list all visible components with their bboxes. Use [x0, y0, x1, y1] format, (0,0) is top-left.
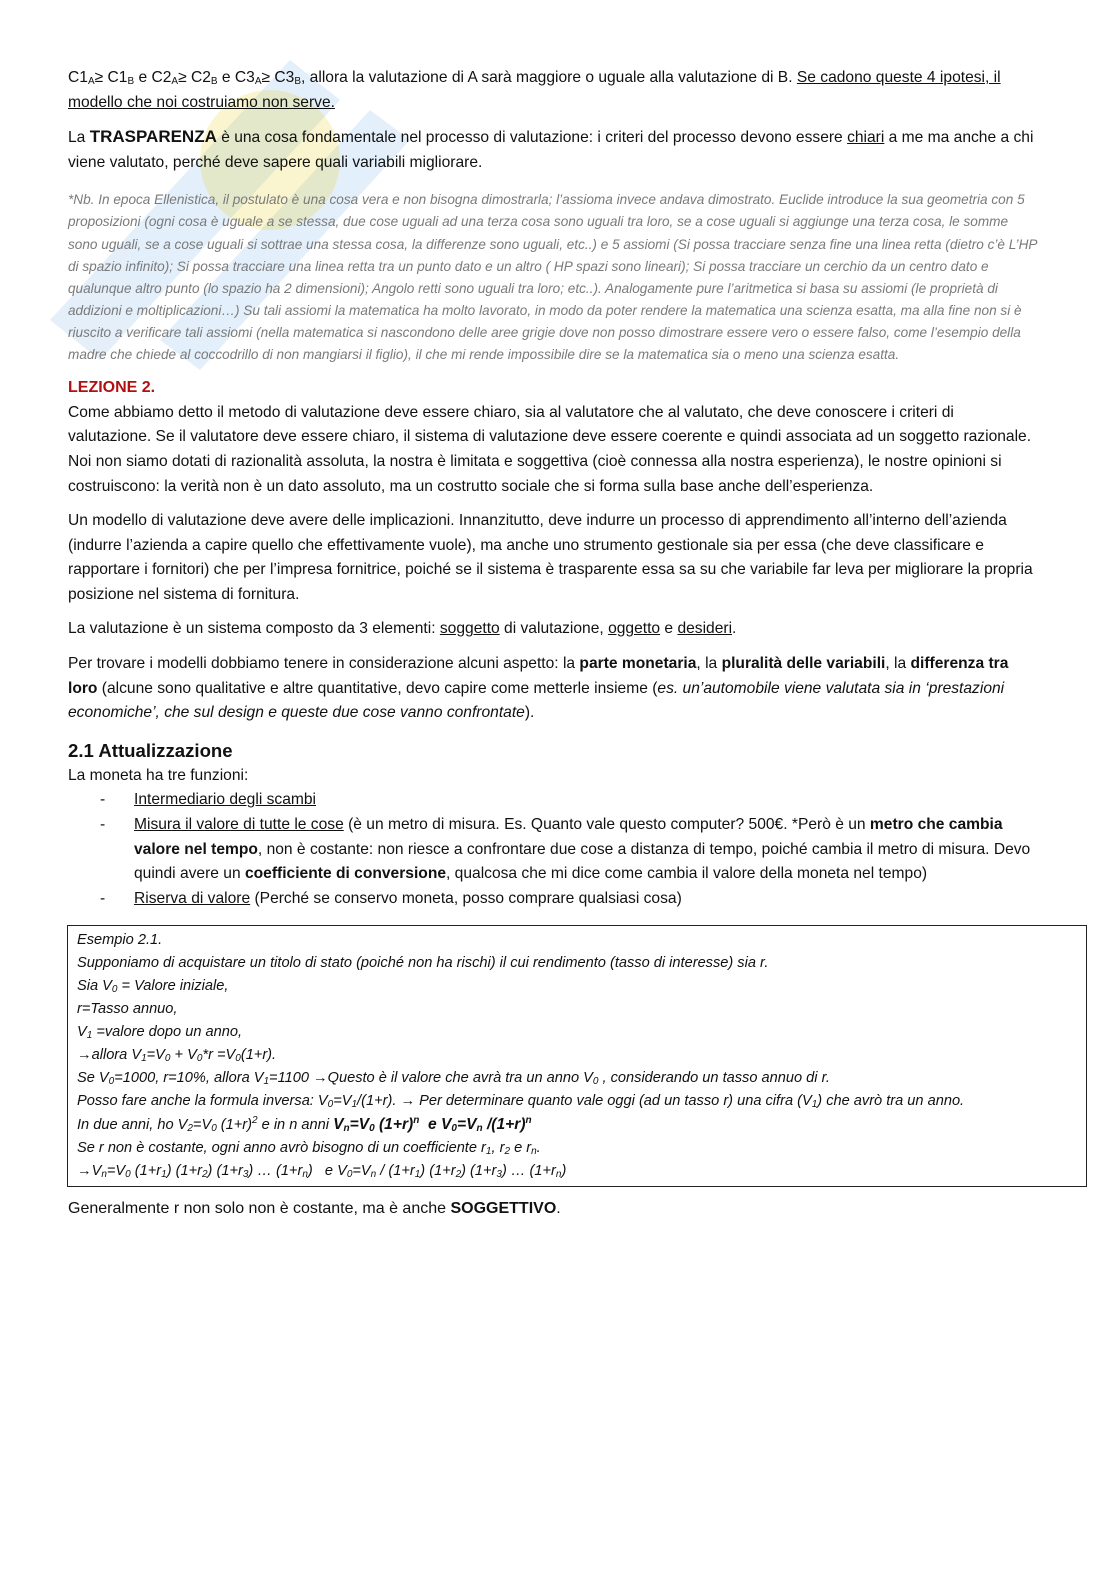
section-intro: La moneta ha tre funzioni: — [68, 766, 249, 784]
example-title: Esempio 2.1. — [77, 932, 163, 949]
example-line: $\to V_n=V_0$ $(1+r_1)$ $(1+r_2)$ $(1+r_3)$ … $(1+r_n)$ e $V_0=V_n / (1+r_1)$ $(1+r_2)$ $(1+r_3)$ … $(1+r_n)$ — [77, 1163, 567, 1181]
example-line: Sia $V_0$ = Valore iniziale, — [77, 978, 229, 996]
arrow-icon: → — [313, 1070, 328, 1087]
example-line: →allora $V_1=V_0 + V_0*r =V_0(1+r)$. — [77, 1047, 277, 1065]
paragraph-lesson-1: Come abbiamo detto il metodo di valutazione deve essere chiaro, sia al valutatore che al valutato, che deve conoscere i criteri di valutazione. Se il valutatore deve essere chiaro, il sistema di valutazione deve essere coerente e quindi associata ad un soggetto razionale. Noi non siamo dotati di razionalità assoluta, la nostra è limitata e soggettiva (cioè connessa alla nostra esperienza), le nostre opinioni si costruiscono: la verità non è un dato assoluto, ma un costrutto sociale che si forma sulla base anche dell’esperienza. — [68, 403, 1032, 495]
money-functions-list — [68, 788, 1040, 911]
paragraph-transparency: La TRASPARENZA è una cosa fondamentale nel processo di valutazione: i criteri del processo devono essere chiari a me ma anche a chi viene valutato, perché deve sapere quali variabili migliorare. — [68, 127, 1034, 171]
paragraph-criteria: $C1_A\ge C1_B$ e $C2_A\ge C2_B$ e $C3_A\ge C3_B$, allora la valutazione di A sarà maggiore o uguale alla valutazione di B. Se cadono queste 4 ipotesi, il modello che noi costruiamo non serve. — [68, 69, 1001, 111]
section-title: 2.1 Attualizzazione — [68, 739, 233, 761]
list-item: - Riserva di valore (Perché se conservo moneta, posso comprare qualsiasi cosa) — [134, 887, 1040, 912]
example-line: r=Tasso annuo, — [77, 1001, 178, 1018]
lesson-heading: LEZIONE 2. — [68, 379, 156, 397]
example-line: Se r non è costante, ogni anno avrò bisogno di un coefficiente $r_1$, $r_2$ e $r_n$. — [77, 1140, 541, 1158]
example-line: $V_1$ =valore dopo un anno, — [77, 1024, 243, 1042]
example-line: In due anni, ho $V_2=V_0$ $(1+r)^2$ e in n anni $V_n=V_0$ $(1+r)^n$ e $V_0=V_n$ $/(1+r)^n$ — [77, 1115, 532, 1135]
document-page — [68, 66, 1040, 1222]
note-axioms: *Nb. In epoca Ellenistica, il postulato è una cosa vera e non bisogna dimostrarla; l’assioma invece andava dimostrato. Euclide introduce la sua geometria con 5 proposizioni (ogni cosa è uguale a se stessa, due cose uguali ad una terza cosa sono uguali tra loro, se a cose uguali si aggiunge una terza cosa, le somme sono uguali, se a cose uguali si sottrae una stessa cosa, la differenze sono uguali, etc..) e 5 assiomi (Si possa tracciare senza fine una linea retta (dietro c’è L’HP di spazio infinito); Si possa tracciare una linea retta tra un punto dato e un altro ( HP spazi sono lineari); Si possa tracciare un cerchio da un centro dato e qualunque altro punto (lo spazio ha 2 dimensioni); Angolo retti sono uguali tra loro; etc..). Analogamente pure l’aritmetica si basa su assiomi (le proprietà di addizioni e moltiplicazioni…) Su tali assiomi la matematica ha molto lavorato, in modo da poter rendere la matematica una scienza esatta, ma alla fine non si è riuscito a verificare tali assiomi (nella matematica si nascondono delle aree grigie dove non posso dimostrare essere vero o essere falso, come l’esempio della madre che chiede al coccodrillo di non mangiarsi il figlio), il che mi rende impossibile dire se la matematica sia o meno una scienza esatta. — [68, 192, 1037, 363]
paragraph-lesson-2: Un modello di valutazione deve avere delle implicazioni. Innanzitutto, deve indurre un processo di apprendimento all’interno dell’azienda (indurre l’azienda a capire quello che effettivamente vuole), ma anche uno strumento gestionale sia per essa (che deve classificare e rapportare i fornitori) che per l’impresa fornitrice, poiché se il sistema è trasparente essa sa su che variabile far leva per migliorare la propria posizione nel sistema di fornitura. — [68, 512, 1033, 603]
arrow-icon: → — [400, 1093, 416, 1110]
paragraph-lesson-3: La valutazione è un sistema composto da 3 elementi: soggetto di valutazione, oggetto e desideri. — [68, 620, 737, 638]
paragraph-lesson-4: Per trovare i modelli dobbiamo tenere in considerazione alcuni aspetto: la parte monetaria, la pluralità delle variabili, la differenza tra loro (alcune sono qualitative e altre quantitative, devo capire come metterle insieme (es. un’automobile viene valutata sia in ‘prestazioni economiche’, che sul design e queste due cose vanno confrontate). — [68, 655, 1009, 722]
example-line: Posso fare anche la formula inversa: $V_0=V_1/(1+r)$. → Per determinare quanto vale oggi (ad un tasso r) una cifra $(V_1)$ che avrò tra un anno. — [77, 1093, 965, 1111]
hypothesis-note: Se cadono queste 4 ipotesi, il modello che noi costruiamo non serve. — [68, 69, 1001, 111]
arrow-icon: → — [77, 1047, 92, 1064]
list-item: - Misura il valore di tutte le cose (è un metro di misura. Es. Quanto vale questo computer? 500€. *Però è un metro che cambia valore nel tempo, non è costante: non riesce a confrontare due cose a distanza di tempo, poiché cambia il metro di misura. Devo quindi avere un coefficiente di conversione, qualcosa che mi dice come cambia il valore della moneta nel tempo) — [134, 813, 1040, 887]
list-item: - Intermediario degli scambi — [134, 788, 1040, 813]
example-line: Supponiamo di acquistare un titolo di stato (poiché non ha rischi) il cui rendimento (tasso di interesse) sia r. — [77, 955, 769, 972]
example-box — [67, 925, 1087, 1187]
arrow-icon: → — [77, 1163, 92, 1180]
closing-statement: Generalmente r non solo non è costante, ma è anche SOGGETTIVO. — [68, 1200, 561, 1218]
example-line: Se $V_0=1000$, r=10%, allora $V_1=1100$ →Questo è il valore che avrà tra un anno $V_0$ , considerando un tasso annuo di r. — [77, 1070, 830, 1088]
